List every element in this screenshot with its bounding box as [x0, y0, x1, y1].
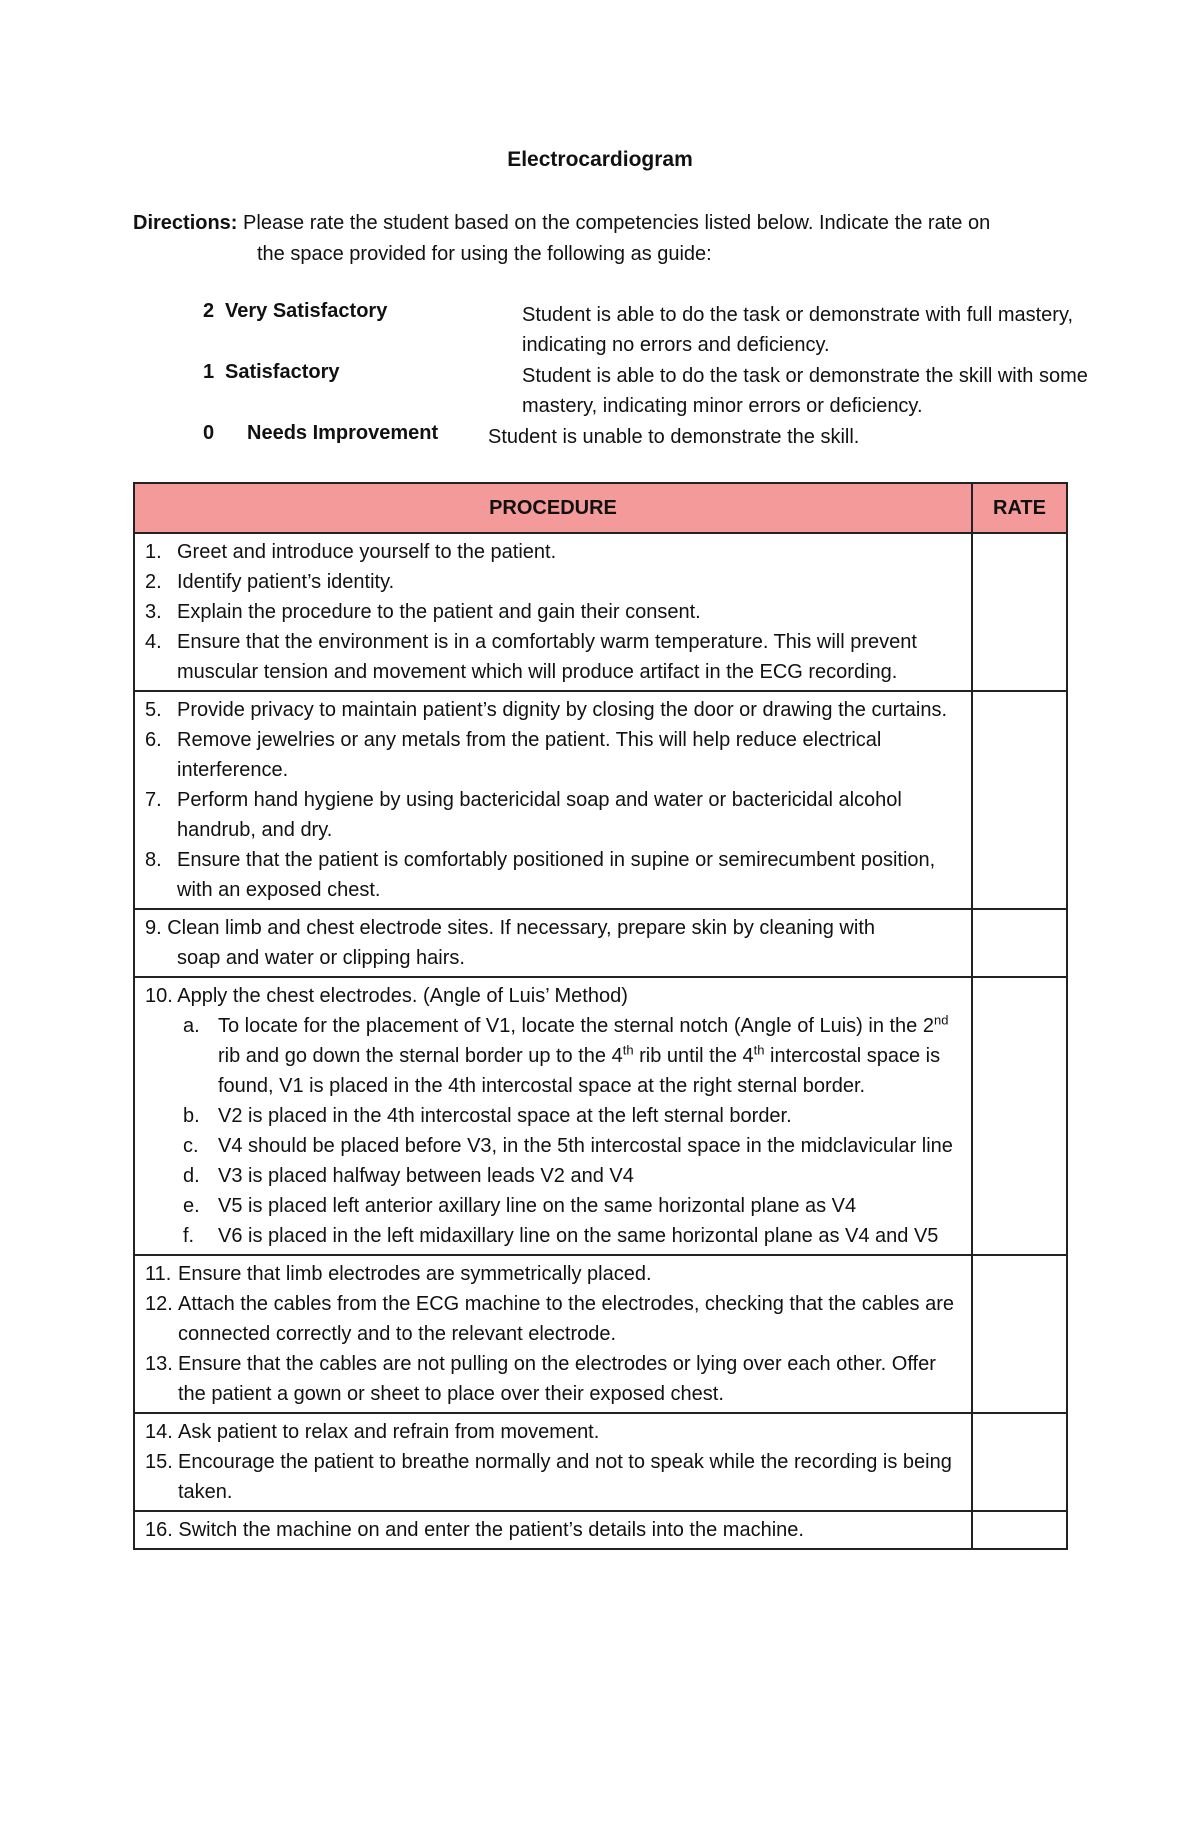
- step-item: [145, 597, 963, 627]
- step-number: 11.: [145, 1263, 172, 1285]
- rate-cell[interactable]: [972, 1511, 1067, 1549]
- step-item: [145, 695, 963, 725]
- procedure-cell: [134, 1511, 972, 1549]
- legend-row-2: [203, 300, 1103, 361]
- legend-row-0: [203, 422, 1103, 454]
- table-row: [134, 1255, 1067, 1413]
- sub-step-letter: f.: [183, 1225, 195, 1247]
- text-fragment: rib and go down the sternal border up to the 4: [218, 1045, 623, 1067]
- step-item: [145, 1447, 963, 1507]
- step-text: Greet and introduce yourself to the patient.: [177, 541, 557, 563]
- step-item: [145, 627, 963, 687]
- document-title: Electrocardiogram: [507, 148, 693, 171]
- procedure-rating-table: [133, 482, 1068, 1550]
- superscript: nd: [933, 1012, 949, 1028]
- step-item: [145, 725, 963, 785]
- legend-score: 0: [203, 422, 215, 444]
- sub-step-item: [145, 1011, 963, 1101]
- procedure-cell: [134, 533, 972, 691]
- step-text: Ensure that the patient is comfortably positioned in supine or semirecumbent position, with an exposed chest.: [177, 849, 936, 901]
- step-text: Perform hand hygiene by using bactericidal soap and water or bactericidal alcohol handrub, and dry.: [177, 789, 902, 841]
- sub-step-item: [145, 1161, 963, 1191]
- sub-step-text: V6 is placed in the left midaxillary line on the same horizontal plane as V4 and V5: [218, 1225, 939, 1247]
- rate-cell[interactable]: [972, 977, 1067, 1255]
- step-item: [145, 1349, 963, 1409]
- step-number: 5.: [145, 699, 162, 721]
- sub-step-text: [218, 1011, 963, 1101]
- text-fragment: intercostal space is found, V1 is placed in the 4th intercostal space at the right sternal border.: [218, 1045, 941, 1097]
- step-text: Attach the cables from the ECG machine to the electrodes, checking that the cables are connected correctly and to the relevant electrode.: [178, 1293, 954, 1345]
- sub-step-letter: b.: [183, 1105, 200, 1127]
- step-item: [145, 1417, 963, 1447]
- sub-step-letter: e.: [183, 1195, 200, 1217]
- step-heading: 10. Apply the chest electrodes. (Angle of Luis’ Method): [145, 985, 628, 1007]
- step-text-line2: soap and water or clipping hairs.: [177, 947, 465, 969]
- sub-step-text: V3 is placed halfway between leads V2 and V4: [218, 1165, 634, 1187]
- sub-step-text: V4 should be placed before V3, in the 5th intercostal space in the midclavicular line: [218, 1135, 953, 1157]
- step-number: 6.: [145, 729, 162, 751]
- sub-step-letter: a.: [183, 1015, 200, 1037]
- sub-step-item: [145, 1131, 963, 1161]
- rate-cell[interactable]: [972, 909, 1067, 977]
- step-text: Ensure that the cables are not pulling on the electrodes or lying over each other. Offer the patient a gown or sheet to place over their exposed chest.: [178, 1353, 936, 1405]
- rate-cell[interactable]: [972, 1255, 1067, 1413]
- sub-step-text: V2 is placed in the 4th intercostal space at the left sternal border.: [218, 1105, 792, 1127]
- step-item: [145, 785, 963, 845]
- procedure-cell: [134, 691, 972, 909]
- step-item: [145, 537, 963, 567]
- step-text: Remove jewelries or any metals from the patient. This will help reduce electrical interference.: [177, 729, 882, 781]
- step-item: 16. Switch the machine on and enter the patient’s details into the machine.: [145, 1519, 804, 1541]
- legend-key: [203, 422, 438, 445]
- step-number: 1.: [145, 541, 162, 563]
- step-number: 7.: [145, 789, 162, 811]
- table-row: [134, 1511, 1067, 1549]
- text-fragment: rib until the 4: [633, 1045, 754, 1067]
- step-item: [145, 913, 963, 973]
- rate-cell[interactable]: [972, 691, 1067, 909]
- legend-row-1: [203, 361, 1103, 422]
- step-number: 13.: [145, 1353, 173, 1375]
- superscript: th: [753, 1042, 765, 1058]
- sub-step-item: [145, 1101, 963, 1131]
- step-item: [145, 845, 963, 905]
- table-row: [134, 909, 1067, 977]
- procedure-cell: [134, 1255, 972, 1413]
- legend-key: [203, 300, 387, 323]
- step-item: [145, 567, 963, 597]
- directions-text-line2: the space provided for using the following as guide:: [257, 243, 712, 265]
- table-row: [134, 691, 1067, 909]
- sub-step-letter: c.: [183, 1135, 199, 1157]
- superscript: th: [622, 1042, 634, 1058]
- legend-description: Student is able to do the task or demonstrate the skill with some mastery, indicating minor errors or deficiency.: [522, 365, 1088, 417]
- rate-column-header: RATE: [972, 483, 1067, 533]
- sub-step-item: [145, 1221, 963, 1251]
- step-text-line1: 9. Clean limb and chest electrode sites. If necessary, prepare skin by cleaning with: [145, 917, 875, 939]
- legend-description: Student is unable to demonstrate the skill.: [488, 426, 860, 448]
- step-item: [145, 1289, 963, 1349]
- step-number: 3.: [145, 601, 162, 623]
- directions-label: Directions:: [133, 212, 238, 234]
- step-text: Ask patient to relax and refrain from movement.: [178, 1421, 600, 1443]
- table-header-row: [134, 483, 1067, 533]
- procedure-cell: [134, 977, 972, 1255]
- legend-key: [203, 361, 340, 384]
- step-number: 14.: [145, 1421, 173, 1443]
- legend-description: Student is able to do the task or demonstrate with full mastery, indicating no errors and deficiency.: [522, 304, 1074, 356]
- legend-score: 2: [203, 300, 215, 322]
- table-row: [134, 1413, 1067, 1511]
- sub-step-letter: d.: [183, 1165, 200, 1187]
- legend-label: Satisfactory: [225, 361, 340, 383]
- directions: [133, 208, 1093, 270]
- step-text: Encourage the patient to breathe normally and not to speak while the recording is being taken.: [178, 1451, 952, 1503]
- step-number: 15.: [145, 1451, 173, 1473]
- table-row: [134, 533, 1067, 691]
- step-text: Ensure that limb electrodes are symmetrically placed.: [178, 1263, 652, 1285]
- table-row: [134, 977, 1067, 1255]
- directions-text-line1: Please rate the student based on the competencies listed below. Indicate the rate on: [243, 212, 991, 234]
- legend-score: 1: [203, 361, 215, 383]
- step-text: Explain the procedure to the patient and gain their consent.: [177, 601, 701, 623]
- procedure-cell: [134, 1413, 972, 1511]
- sub-step-text: V5 is placed left anterior axillary line on the same horizontal plane as V4: [218, 1195, 857, 1217]
- step-text: Provide privacy to maintain patient’s dignity by closing the door or drawing the curtains.: [177, 699, 948, 721]
- step-item: [145, 1259, 963, 1289]
- rating-legend: [203, 300, 1103, 454]
- procedure-column-header: PROCEDURE: [134, 483, 972, 533]
- legend-label: Needs Improvement: [247, 422, 439, 444]
- step-number: 8.: [145, 849, 162, 871]
- rate-cell[interactable]: [972, 1413, 1067, 1511]
- step-number: 12.: [145, 1293, 173, 1315]
- text-fragment: To locate for the placement of V1, locate the sternal notch (Angle of Luis) in the 2: [218, 1015, 934, 1037]
- step-number: 4.: [145, 631, 162, 653]
- step-number: 2.: [145, 571, 162, 593]
- procedure-cell: [134, 909, 972, 977]
- step-text: Identify patient’s identity.: [177, 571, 395, 593]
- sub-step-item: [145, 1191, 963, 1221]
- step-text: Ensure that the environment is in a comfortably warm temperature. This will prevent muscular tension and movement which will produce artifact in the ECG recording.: [177, 631, 917, 683]
- rate-cell[interactable]: [972, 533, 1067, 691]
- legend-label: Very Satisfactory: [225, 300, 388, 322]
